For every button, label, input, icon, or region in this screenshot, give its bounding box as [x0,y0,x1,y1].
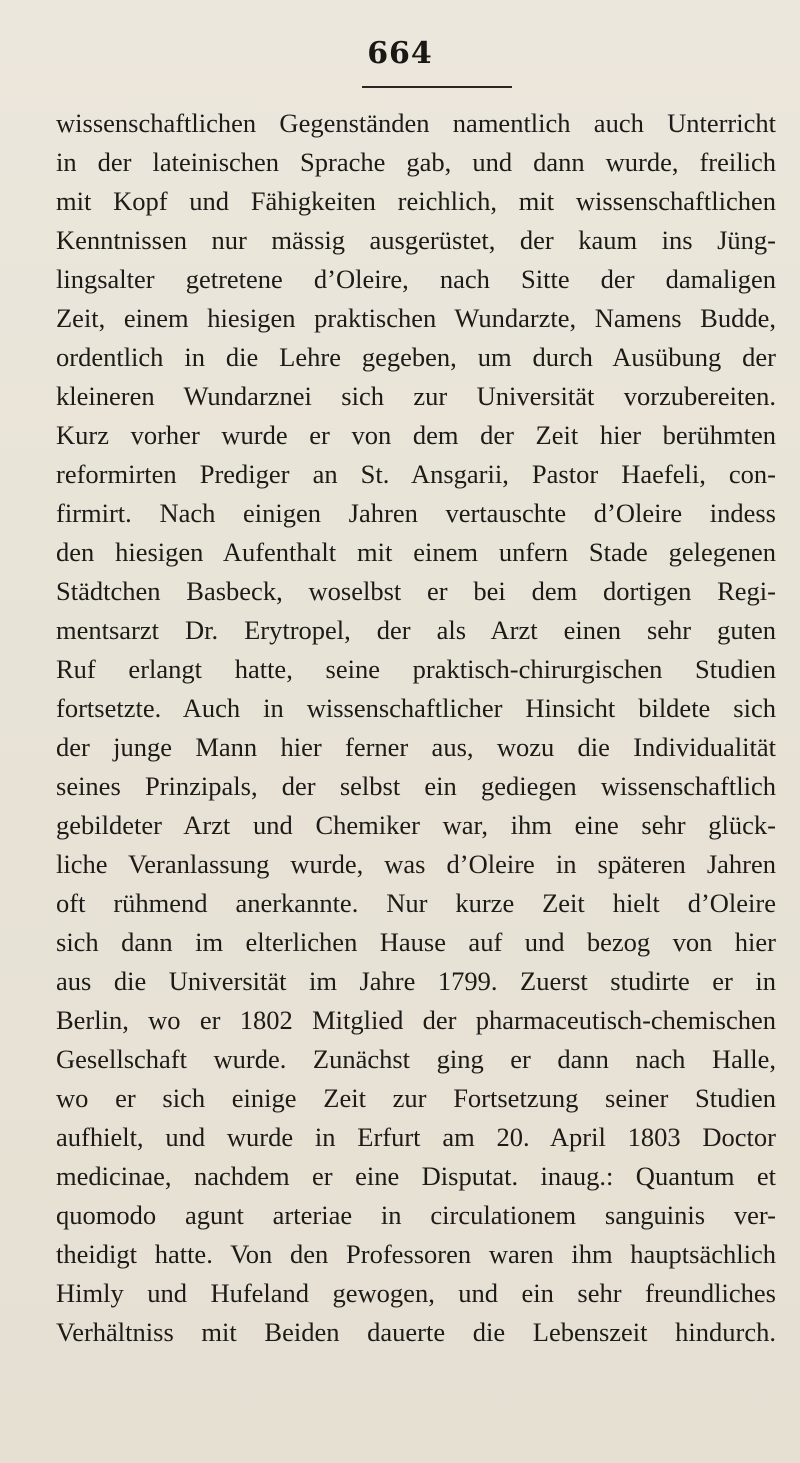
page-number: 664 [367,36,433,71]
header-rule [362,86,512,88]
text-line: Himly und Hufeland gewogen, und ein sehr freundliches [56,1278,776,1308]
text-line: ordentlich in die Lehre gegeben, um durch Ausübung der [56,342,776,372]
text-line: den hiesigen Aufenthalt mit einem unfern Stade gelegenen [56,537,776,567]
text-line: mentsarzt Dr. Erytropel, der als Arzt einen sehr guten [56,615,776,645]
text-line: firmirt. Nach einigen Jahren vertauschte d’Oleire indess [56,498,776,528]
text-line: Ruf erlangt hatte, seine praktisch-chirurgischen Studien [56,654,776,684]
text-line: fortsetzte. Auch in wissenschaftlicher Hinsicht bildete sich [56,693,776,723]
text-line: oft rühmend anerkannte. Nur kurze Zeit hielt d’Oleire [56,888,776,918]
text-line: in der lateinischen Sprache gab, und dann wurde, freilich [56,147,776,177]
text-line: reformirten Prediger an St. Ansgarii, Pastor Haefeli, con- [56,459,776,489]
text-line: liche Veranlassung wurde, was d’Oleire in späteren Jahren [56,849,776,879]
text-line: seines Prinzipals, der selbst ein gediegen wissenschaftlich [56,771,776,801]
text-line: kleineren Wundarznei sich zur Universität vorzubereiten. [56,381,776,411]
text-line: Zeit, einem hiesigen praktischen Wundarzte, Namens Budde, [56,303,776,333]
text-line: sich dann im elterlichen Hause auf und bezog von hier [56,927,776,957]
text-line: Kenntnissen nur mässig ausgerüstet, der kaum ins Jüng- [56,225,776,255]
text-line: quomodo agunt arteriae in circulationem sanguinis ver- [56,1200,776,1230]
text-line: Städtchen Basbeck, woselbst er bei dem dortigen Regi- [56,576,776,606]
text-line: Gesellschaft wurde. Zunächst ging er dann nach Halle, [56,1044,776,1074]
text-line: theidigt hatte. Von den Professoren waren ihm hauptsächlich [56,1239,776,1269]
text-line: wissenschaftlichen Gegenständen namentlich auch Unterricht [56,108,776,138]
text-line: lingsalter getretene d’Oleire, nach Sitte der damaligen [56,264,776,294]
text-line: gebildeter Arzt und Chemiker war, ihm eine sehr glück- [56,810,776,840]
text-line: aufhielt, und wurde in Erfurt am 20. April 1803 Doctor [56,1122,776,1152]
text-line: Kurz vorher wurde er von dem der Zeit hier berühmten [56,420,776,450]
text-line: Verhältniss mit Beiden dauerte die Lebenszeit hindurch. [56,1317,776,1347]
text-line: der junge Mann hier ferner aus, wozu die Individualität [56,732,776,762]
text-line: medicinae, nachdem er eine Disputat. inaug.: Quantum et [56,1161,776,1191]
text-line: Berlin, wo er 1802 Mitglied der pharmaceutisch-chemischen [56,1005,776,1035]
text-line: mit Kopf und Fähigkeiten reichlich, mit wissenschaftlichen [56,186,776,216]
text-line: aus die Universität im Jahre 1799. Zuerst studirte er in [56,966,776,996]
text-line: wo er sich einige Zeit zur Fortsetzung seiner Studien [56,1083,776,1113]
body-text [56,104,776,1352]
